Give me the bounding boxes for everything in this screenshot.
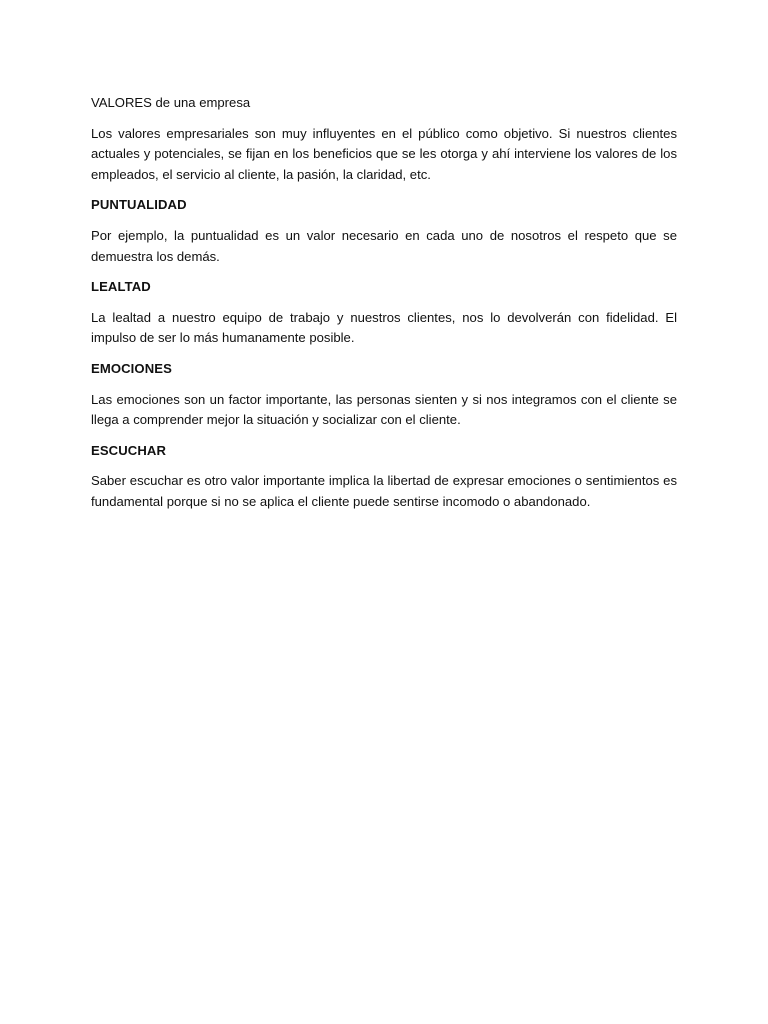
section-text-emociones: Las emociones son un factor importante, las personas sienten y si nos integramos con el cliente se llega a comprender mejor la situación y socializar con el cliente. [91,391,677,428]
section-heading-emociones: EMOCIONES [91,360,172,376]
section-heading-puntualidad: PUNTUALIDAD [91,197,187,213]
intro-paragraph: Los valores empresariales son muy influyentes en el público como objetivo. Si nuestros clientes actuales y potenciales, se fijan en los beneficios que se les otorga y ahí interviene los valores de los empleados, el servicio al cliente, la pasión, la claridad, etc. [91,125,677,182]
document-title: VALORES de una empresa [91,95,251,110]
section-text-puntualidad: Por ejemplo, la puntualidad es un valor necesario en cada uno de nosotros el respeto que se demuestra los demás. [91,227,677,264]
section-text-lealtad: La lealtad a nuestro equipo de trabajo y nuestros clientes, nos lo devolverán con fidelidad. El impulso de ser lo más humanamente posible. [91,309,677,346]
section-heading-escuchar: ESCUCHAR [91,442,167,458]
section-text-escuchar: Saber escuchar es otro valor importante implica la libertad de expresar emociones o sentimientos es fundamental porque si no se aplica el cliente puede sentirse incomodo o abandonado. [91,473,677,509]
section-heading-lealtad: LEALTAD [91,279,151,295]
